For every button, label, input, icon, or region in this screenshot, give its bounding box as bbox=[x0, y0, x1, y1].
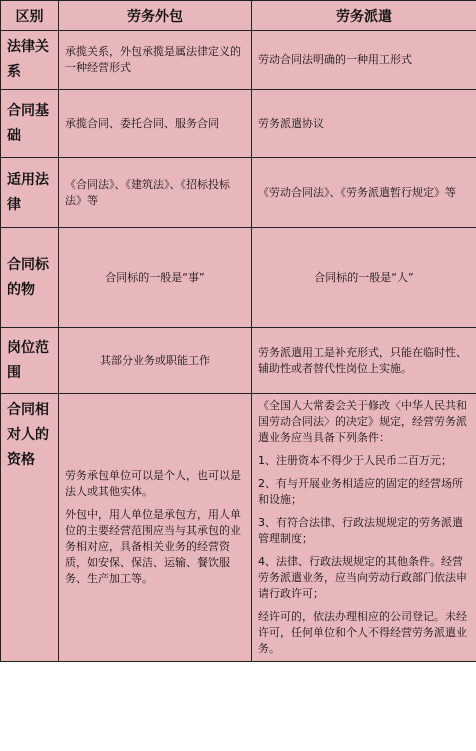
header-dispatch: 劳务派遣 bbox=[252, 1, 476, 31]
cell-text: 合同标的一般是“事” bbox=[105, 270, 205, 284]
row-label: 岗位范围 bbox=[1, 328, 59, 394]
row-contract-subject bbox=[1, 228, 476, 328]
dispatch-cell bbox=[252, 158, 476, 228]
cell-text: 承揽合同、委托合同、服务合同 bbox=[65, 116, 219, 130]
outsourcing-cell bbox=[59, 328, 252, 394]
cell-text: 其部分业务或职能工作 bbox=[100, 353, 210, 367]
cell-text: 劳务派遣协议 bbox=[258, 116, 324, 130]
dispatch-cell bbox=[252, 394, 476, 662]
dispatch-cell bbox=[252, 31, 476, 90]
cell-text: 劳务派遣用工是补充形式，只能在临时性、辅助性或者替代性岗位上实施。 bbox=[258, 345, 467, 375]
header-row bbox=[1, 1, 476, 31]
header-difference: 区别 bbox=[1, 1, 59, 31]
cell-text: 1、注册资本不得少于人民币二百万元； bbox=[258, 454, 452, 467]
cell-text: 合同标的一般是“人” bbox=[314, 270, 414, 284]
outsourcing-cell bbox=[59, 394, 252, 662]
row-label: 合同相对人的资格 bbox=[1, 394, 59, 662]
cell-text: 《合同法》、《建筑法》、《招标投标法》等 bbox=[65, 177, 230, 207]
dispatch-cell bbox=[252, 90, 476, 158]
cell-text: 承揽关系，外包承揽是属法律定义的一种经营形式 bbox=[65, 45, 241, 74]
row-contract-basis bbox=[1, 90, 476, 158]
cell-text: 劳务承包单位可以是个人，也可以是法人或其他实体。 bbox=[65, 469, 241, 498]
cell-text: 劳动合同法明确的一种用工形式 bbox=[258, 53, 412, 66]
outsourcing-cell bbox=[59, 90, 252, 158]
cell-text: 外包中，用人单位是承包方，用人单位的主要经营范围应当与其承包的业务相对应，具备相关业务的经营资质，如安保、保洁、运输、餐饮服务、生产加工等。 bbox=[65, 508, 241, 585]
row-legal-relationship bbox=[1, 31, 476, 90]
row-applicable-law bbox=[1, 158, 476, 228]
cell-text: 《劳动合同法》、《劳务派遣暂行规定》等 bbox=[258, 185, 456, 199]
header-outsourcing: 劳务外包 bbox=[59, 1, 252, 31]
cell-text: 经许可的，依法办理相应的公司登记。未经许可，任何单位和个人不得经营劳务派遣业务。 bbox=[258, 610, 467, 655]
row-label: 适用法律 bbox=[1, 158, 59, 228]
outsourcing-cell bbox=[59, 228, 252, 328]
row-label: 合同标的物 bbox=[1, 228, 59, 328]
dispatch-cell bbox=[252, 228, 476, 328]
cell-text: 2、有与开展业务相适应的固定的经营场所和设施； bbox=[258, 477, 463, 506]
row-label: 法律关系 bbox=[1, 31, 59, 90]
cell-text: 4、法律、行政法规规定的其他条件。经营劳务派遣业务，应当向劳动行政部门依法申请行政许可； bbox=[258, 555, 467, 600]
dispatch-cell bbox=[252, 328, 476, 394]
cell-text: 《全国人大常委会关于修改〈中华人民共和国劳动合同法〉的决定》规定，经营劳务派遣业务应当具备下列条件： bbox=[258, 399, 467, 444]
row-position-scope bbox=[1, 328, 476, 394]
row-counterparty-qualification bbox=[1, 394, 476, 662]
outsourcing-cell bbox=[59, 158, 252, 228]
row-label: 合同基础 bbox=[1, 90, 59, 158]
outsourcing-cell bbox=[59, 31, 252, 90]
cell-text: 3、有符合法律、行政法规规定的劳务派遣管理制度； bbox=[258, 516, 463, 545]
